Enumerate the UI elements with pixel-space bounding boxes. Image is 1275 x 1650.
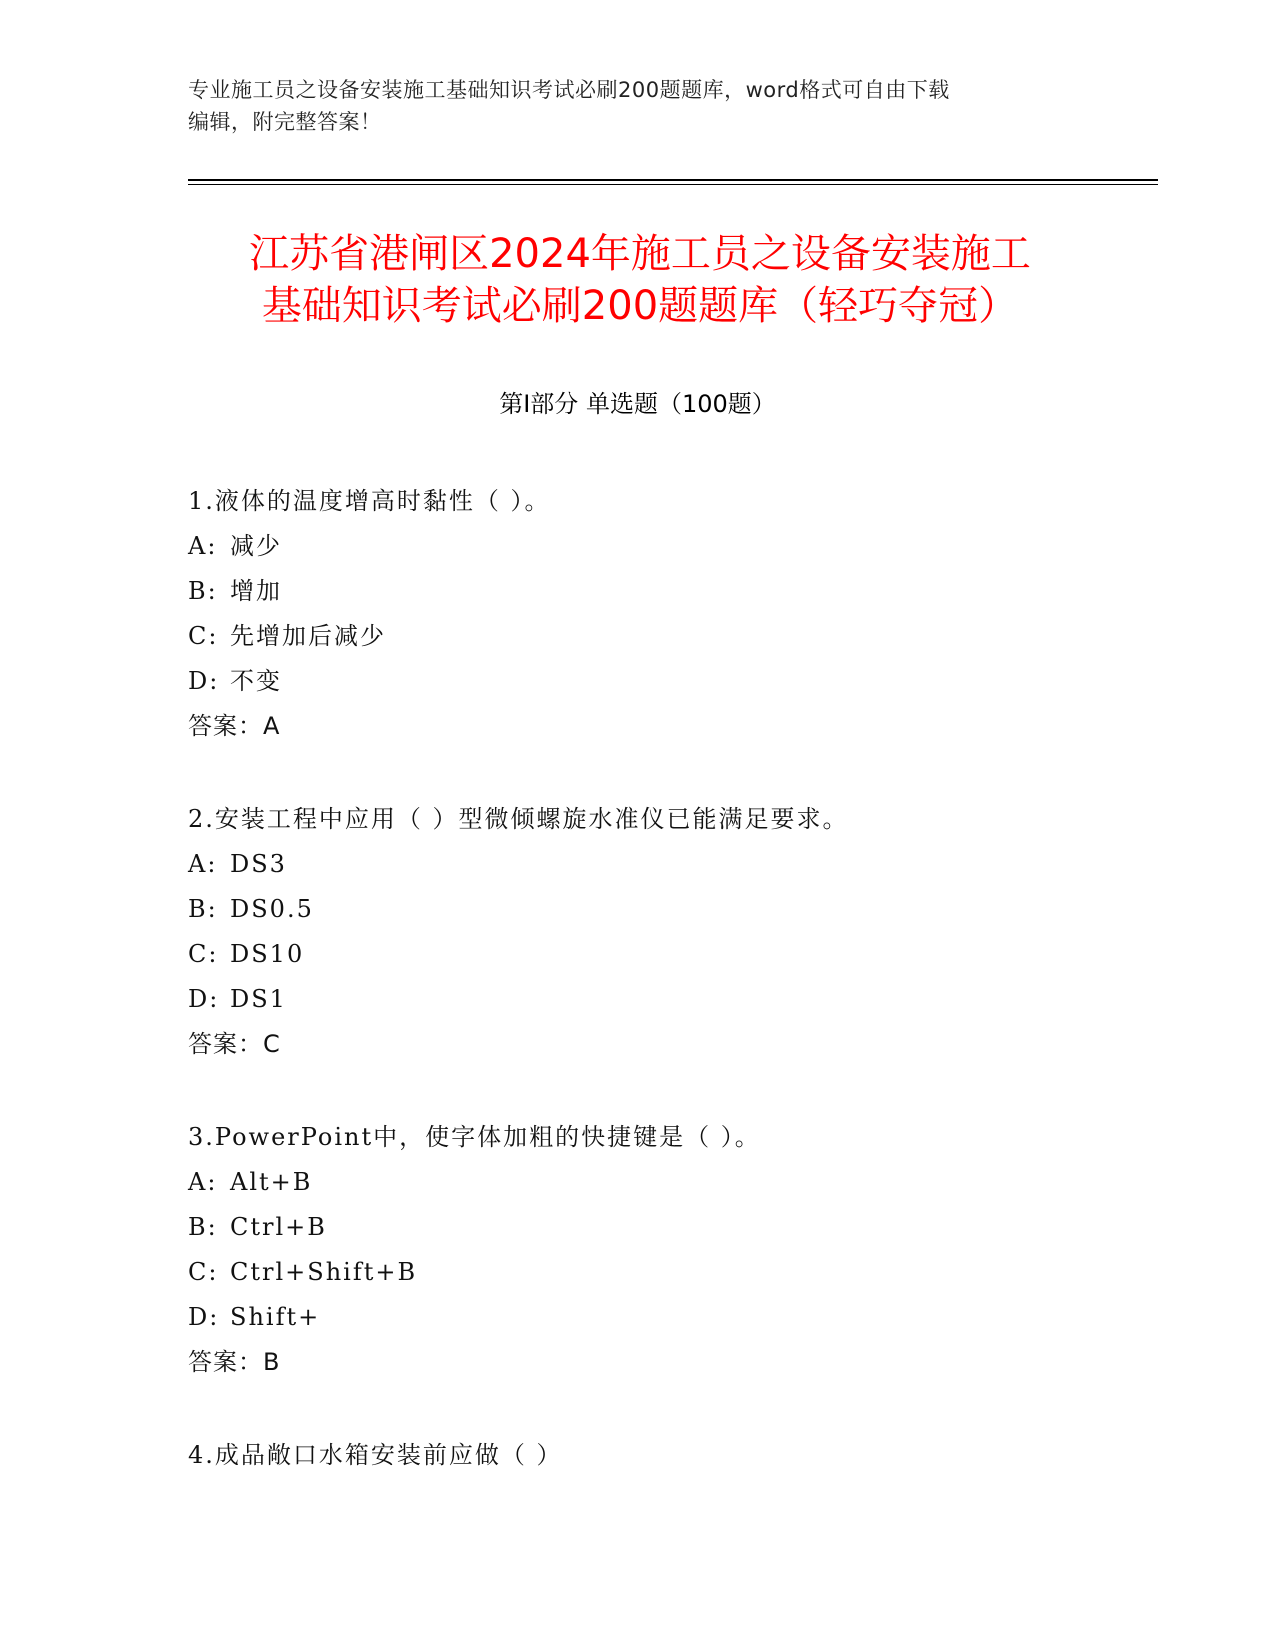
option-d [188,977,1148,1022]
option-b [188,1205,1148,1250]
option-d [188,659,1148,704]
option-letter: C: [188,940,219,968]
option-letter: D: [188,985,220,1013]
option-letter: C: [188,622,219,650]
option-a [188,842,1148,887]
question-list [188,479,1148,1526]
document-title-line-2: 基础知识考试必刷200题题库（轻巧夺冠） [261,283,1019,329]
option-letter: B: [188,577,218,605]
option-letter: C: [188,1258,219,1286]
option-text: Ctrl+B [230,1213,327,1241]
option-letter: B: [188,1213,218,1241]
option-b [188,887,1148,932]
option-c [188,614,1148,659]
answer-line: 答案：A [188,712,281,740]
header-rule-thin [188,184,1158,185]
option-letter: A: [188,1168,218,1196]
option-text: 增加 [230,577,282,605]
question-stem: 4.成品敞口水箱安装前应做（ ） [188,1441,563,1469]
option-text: Ctrl+Shift+B [230,1258,418,1286]
option-text: DS3 [230,850,287,878]
option-c [188,932,1148,977]
option-letter: A: [188,532,218,560]
option-text: 不变 [230,667,282,695]
option-letter: A: [188,850,218,878]
question-1 [188,479,1148,749]
header-note-line-1: 专业施工员之设备安装施工基础知识考试必刷200题题库，word格式可自由下载 [188,78,950,102]
question-2 [188,797,1148,1067]
option-letter: B: [188,895,218,923]
answer-line: 答案：C [188,1030,281,1058]
section-heading: 第Ⅰ部分 单选题（100题） [499,390,776,418]
option-text: DS1 [230,985,287,1013]
option-text: Shift+ [230,1303,321,1331]
option-text: DS10 [230,940,305,968]
option-text: Alt+B [230,1168,313,1196]
option-letter: D: [188,1303,220,1331]
option-text: DS0.5 [230,895,314,923]
option-letter: D: [188,667,220,695]
option-c [188,1250,1148,1295]
header-note-line-2: 编辑，附完整答案！ [188,110,382,134]
header-note [188,74,1068,138]
question-stem: 1.液体的温度增高时黏性（ ）。 [188,487,551,515]
question-4 [188,1433,1148,1478]
question-3 [188,1115,1148,1385]
header-rule-thick [188,179,1158,181]
document-title-line-1: 江苏省港闸区2024年施工员之设备安装施工 [249,231,1031,277]
option-b [188,569,1148,614]
question-stem: 2.安装工程中应用（ ）型微倾螺旋水准仪已能满足要求。 [188,805,849,833]
question-stem: 3.PowerPoint中，使字体加粗的快捷键是（ ）。 [188,1123,761,1151]
answer-line: 答案：B [188,1348,281,1376]
option-text: 先增加后减少 [230,622,386,650]
option-a [188,1160,1148,1205]
option-text: 减少 [230,532,282,560]
document-title [180,228,1100,332]
option-a [188,524,1148,569]
option-d [188,1295,1148,1340]
